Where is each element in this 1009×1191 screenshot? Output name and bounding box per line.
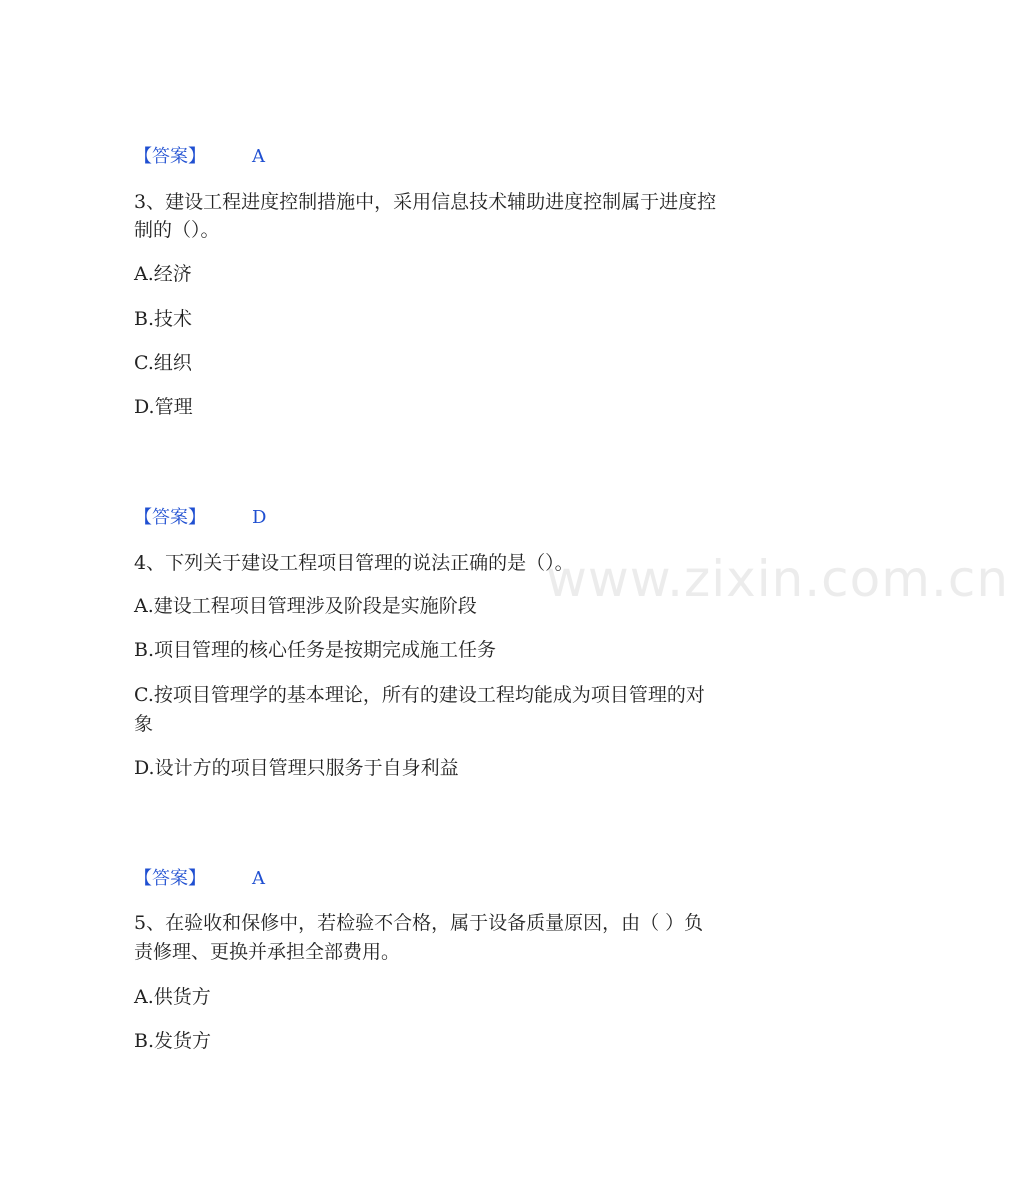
answer-value: D: [252, 507, 267, 528]
question-5-text-continued: 责修理、更换并承担全部费用。: [134, 941, 401, 963]
answer-label: 【答案】: [134, 146, 206, 167]
question-4-text: 4、下列关于建设工程项目管理的说法正确的是（）。: [134, 552, 574, 574]
answer-value: A: [252, 868, 265, 889]
option-b: B.发货方: [134, 1030, 212, 1052]
option-c: C.按项目管理学的基本理论，所有的建设工程均能成为项目管理的对: [134, 684, 705, 706]
option-b: B.项目管理的核心任务是按期完成施工任务: [134, 639, 497, 661]
option-a: A.建设工程项目管理涉及阶段是实施阶段: [134, 595, 477, 617]
question-3-text-continued: 制的（）。: [134, 219, 220, 241]
watermark: www.zixin.com.cn: [546, 550, 1009, 608]
option-c: C.组织: [134, 352, 192, 374]
answer-row: [134, 507, 266, 529]
answer-value: A: [252, 146, 265, 167]
answer-label: 【答案】: [134, 868, 206, 889]
option-a: A.经济: [134, 263, 192, 285]
option-a: A.供货方: [134, 986, 211, 1008]
option-d: D.管理: [134, 396, 193, 418]
question-5-text: 5、在验收和保修中，若检验不合格，属于设备质量原因，由（ ）负: [134, 912, 704, 934]
answer-row: [134, 868, 265, 890]
question-3-text: 3、建设工程进度控制措施中，采用信息技术辅助进度控制属于进度控: [134, 191, 717, 213]
option-d: D.设计方的项目管理只服务于自身利益: [134, 757, 459, 779]
option-c-continued: 象: [134, 713, 154, 735]
answer-row: [134, 146, 265, 168]
option-b: B.技术: [134, 308, 193, 330]
answer-label: 【答案】: [134, 507, 206, 528]
